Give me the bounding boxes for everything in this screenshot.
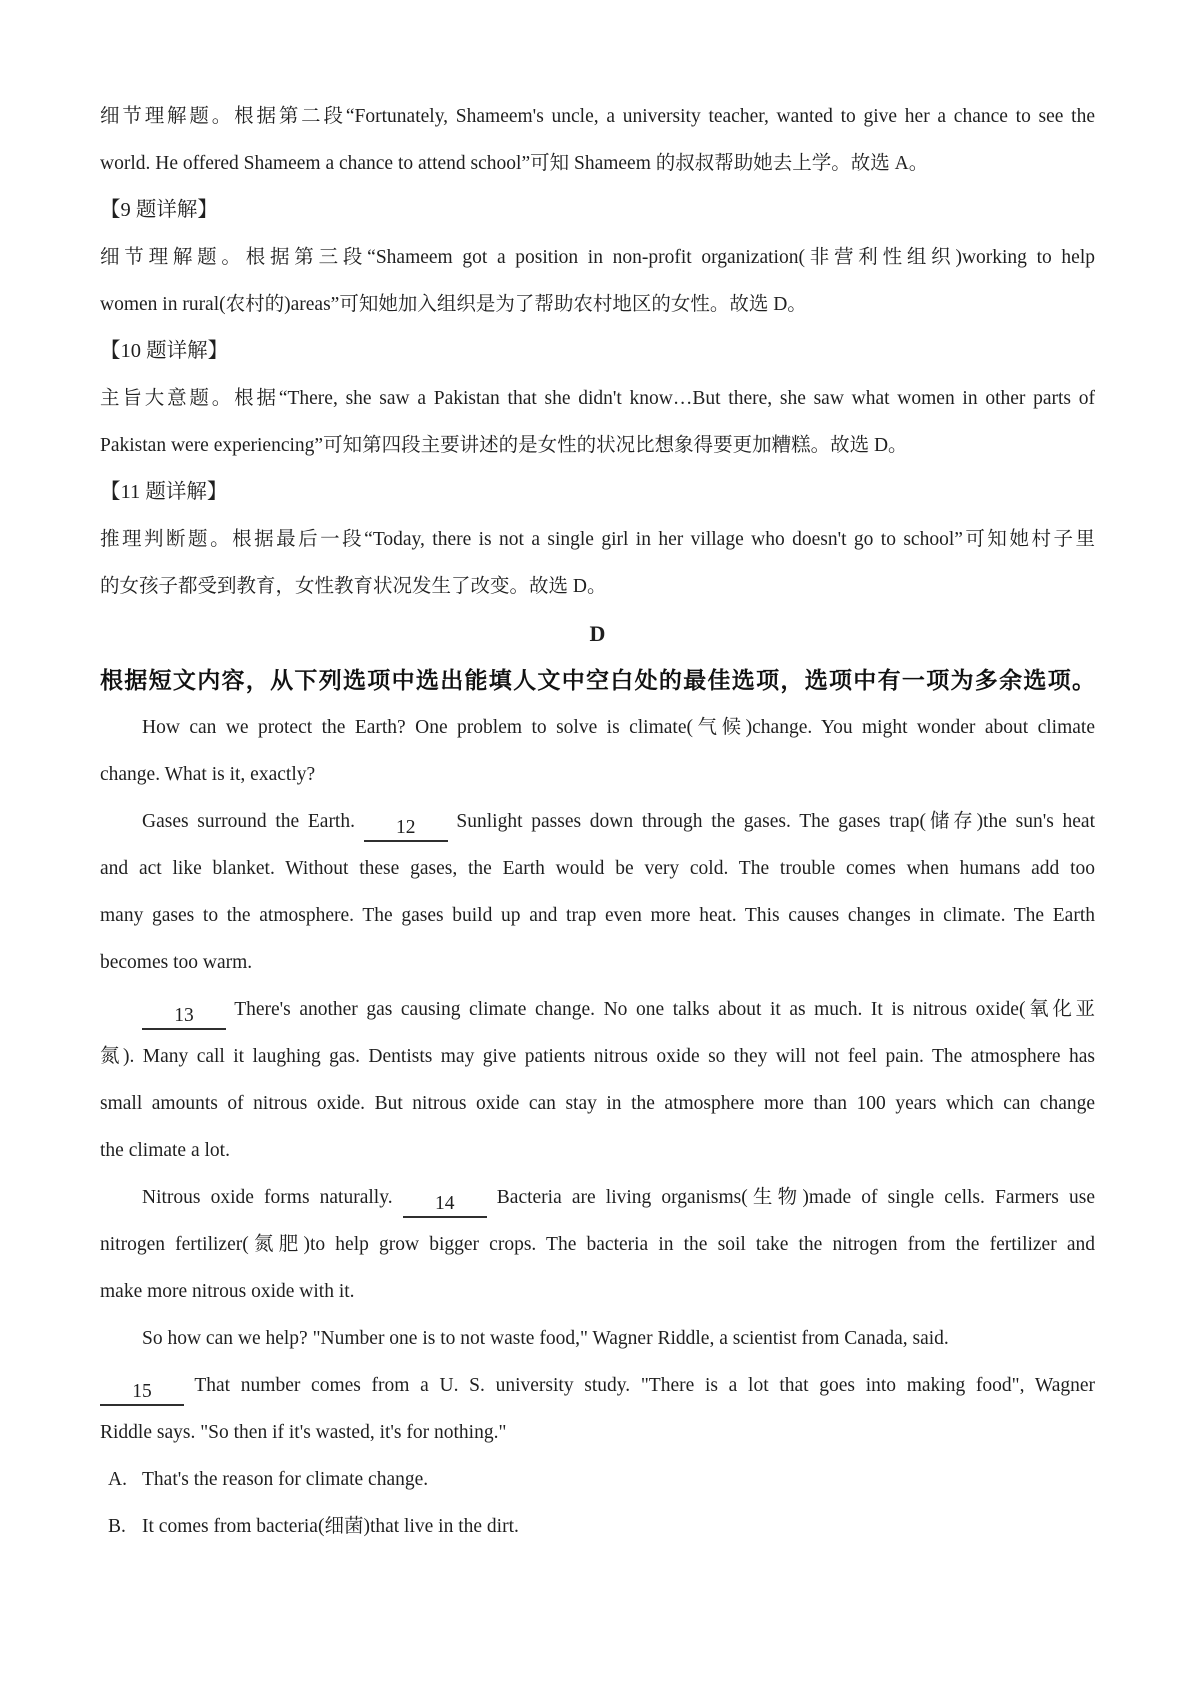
document-body [100, 93, 1095, 1550]
passage-line [100, 986, 1095, 1033]
option-letter: B. [108, 1516, 126, 1537]
passage-line: many gases to the atmosphere. The gases build up and trap even more heat. This causes changes in climate. The Earth [100, 905, 1095, 926]
passage-line: Riddle says. "So then if it's wasted, it's for nothing." [100, 1422, 507, 1443]
question-11-label: 【11 题详解】 [100, 481, 228, 503]
passage-line: 氮). Many call it laughing gas. Dentists may give patients nitrous oxide so they will not feel pain. The atmosphere has [100, 1046, 1095, 1067]
text-segment: Bacteria are living organisms(生物)made of single cells. Farmers use [486, 1187, 1095, 1208]
passage-line: small amounts of nitrous oxide. But nitrous oxide can stay in the atmosphere more than 100 years which can change [100, 1093, 1095, 1114]
option-text: That's the reason for climate change. [142, 1469, 429, 1490]
passage-line [100, 1174, 1095, 1221]
option-text: It comes from bacteria(细菌)that live in the dirt. [142, 1516, 519, 1537]
passage-line: So how can we help? "Number one is to not waste food," Wagner Riddle, a scientist from Canada, said. [142, 1328, 949, 1349]
blank-14: 14 [403, 1192, 487, 1218]
explanation-line: world. He offered Shameem a chance to attend school”可知 Shameem 的叔叔帮助她去上学。故选 A。 [100, 153, 929, 174]
text-segment: There's another gas causing climate change. No one talks about it as much. It is nitrous oxide(氧化亚 [226, 999, 1095, 1020]
explanation-line: 的女孩子都受到教育，女性教育状况发生了改变。故选 D。 [100, 576, 607, 597]
section-d-heading: D [589, 621, 606, 646]
blank-13: 13 [142, 1004, 226, 1030]
option-b [100, 1503, 1095, 1550]
blank-15: 15 [100, 1380, 184, 1406]
text-segment: Nitrous oxide forms naturally. [142, 1187, 403, 1208]
passage-line: the climate a lot. [100, 1140, 230, 1161]
explanation-line: 细节理解题。根据第三段“Shameem got a position in non-profit organization(非营利性组织)working to help [100, 247, 1095, 268]
explanation-line: Pakistan were experiencing”可知第四段主要讲述的是女性的状况比想象得要更加糟糕。故选 D。 [100, 435, 908, 456]
text-segment: Sunlight passes down through the gases. The gases trap(储存)the sun's heat [447, 811, 1095, 832]
explanation-line: 细节理解题。根据第二段“Fortunately, Shameem's uncle, a university teacher, wanted to give her a chance to see the [100, 106, 1095, 127]
passage-line: How can we protect the Earth? One problem to solve is climate(气候)change. You might wonder about climate [142, 717, 1095, 738]
question-9-label: 【9 题详解】 [100, 199, 218, 221]
passage-line: and act like blanket. Without these gases, the Earth would be very cold. The trouble comes when humans add too [100, 858, 1095, 879]
option-letter: A. [108, 1469, 127, 1490]
option-a [100, 1456, 1095, 1503]
text-segment: Gases surround the Earth. [142, 811, 364, 832]
blank-12: 12 [364, 816, 448, 842]
passage-line [100, 798, 1095, 845]
explanation-line: 推理判断题。根据最后一段“Today, there is not a single girl in her village who doesn't go to school”可知她村子里 [100, 529, 1095, 550]
passage-line: nitrogen fertilizer(氮肥)to help grow bigger crops. The bacteria in the soil take the nitrogen from the fertilizer and [100, 1234, 1095, 1255]
passage-line [100, 1362, 1095, 1409]
explanation-line: 主旨大意题。根据“There, she saw a Pakistan that she didn't know…But there, she saw what women in other parts of [100, 388, 1095, 409]
passage-line: becomes too warm. [100, 952, 253, 973]
task-instruction: 根据短文内容，从下列选项中选出能填人文中空白处的最佳选项，选项中有一项为多余选项。 [100, 667, 1095, 693]
text-segment: That number comes from a U. S. university study. "There is a lot that goes into making food", Wagner [184, 1375, 1095, 1396]
explanation-line: women in rural(农村的)areas”可知她加入组织是为了帮助农村地区的女性。故选 D。 [100, 294, 807, 315]
question-10-label: 【10 题详解】 [100, 340, 229, 362]
passage-line: make more nitrous oxide with it. [100, 1281, 355, 1302]
passage-line: change. What is it, exactly? [100, 764, 316, 785]
